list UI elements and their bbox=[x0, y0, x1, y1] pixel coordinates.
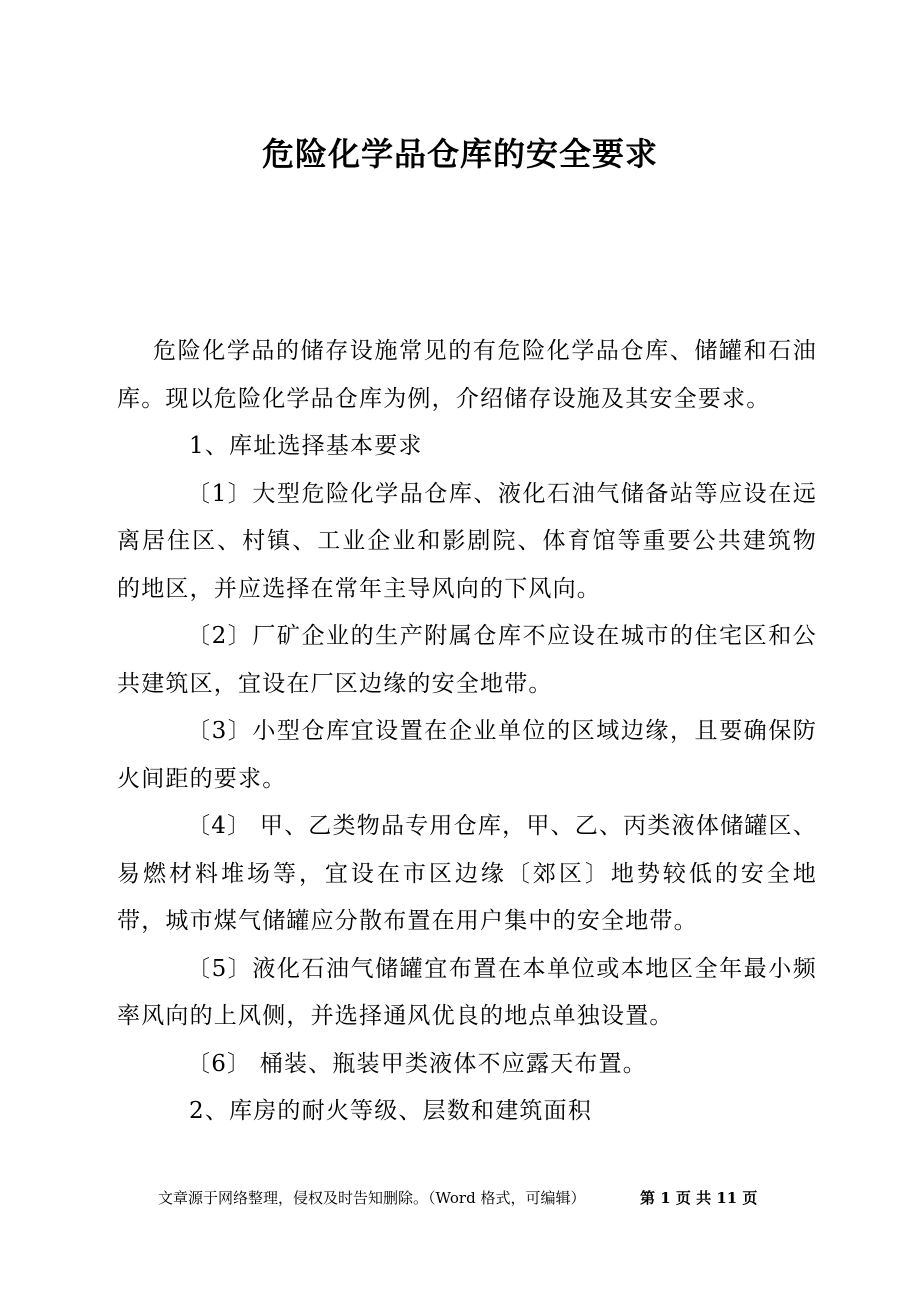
section-heading-site-selection: 1、库址选择基本要求 bbox=[189, 433, 423, 459]
document-title: 危险化学品仓库的安全要求 bbox=[261, 135, 658, 173]
requirement-item-2: 〔2〕厂矿企业的生产附属仓库不应设在城市的住宅区和公共建筑区，宜设在厂区边缘的安全地带。 bbox=[117, 623, 817, 697]
requirement-item-6: 〔6〕 桶装、瓶装甲类液体不应露天布置。 bbox=[187, 1050, 647, 1077]
section-heading-fire-rating: 2、库房的耐火等级、层数和建筑面积 bbox=[189, 1098, 593, 1124]
page-number: 第 1 页 共 11 页 bbox=[640, 1189, 758, 1207]
document-body bbox=[117, 328, 817, 1136]
requirement-item-4: 〔4〕 甲、乙类物品专用仓库，甲、乙、丙类液体储罐区、易燃材料堆场等，宜设在市区边缘〔郊区〕地势较低的安全地带，城市煤气储罐应分散布置在用户集中的安全地带。 bbox=[117, 813, 817, 934]
requirement-item-5: 〔5〕液化石油气储罐宜布置在本单位或本地区全年最小频率风向的上风侧，并选择通风优良的地点单独设置。 bbox=[117, 955, 817, 1029]
footer-note: 文章源于网络整理，侵权及时告知删除。（Word 格式，可编辑） bbox=[158, 1189, 586, 1207]
requirement-item-3: 〔3〕小型仓库宜设置在企业单位的区域边缘，且要确保防火间距的要求。 bbox=[117, 718, 817, 792]
requirement-item-1: 〔1〕大型危险化学品仓库、液化石油气储备站等应设在远离居住区、村镇、工业企业和影剧院、体育馆等重要公共建筑物的地区，并应选择在常年主导风向的下风向。 bbox=[117, 480, 817, 602]
intro-paragraph: 危险化学品的储存设施常见的有危险化学品仓库、储罐和石油库。现以危险化学品仓库为例，介绍储存设施及其安全要求。 bbox=[117, 338, 817, 412]
